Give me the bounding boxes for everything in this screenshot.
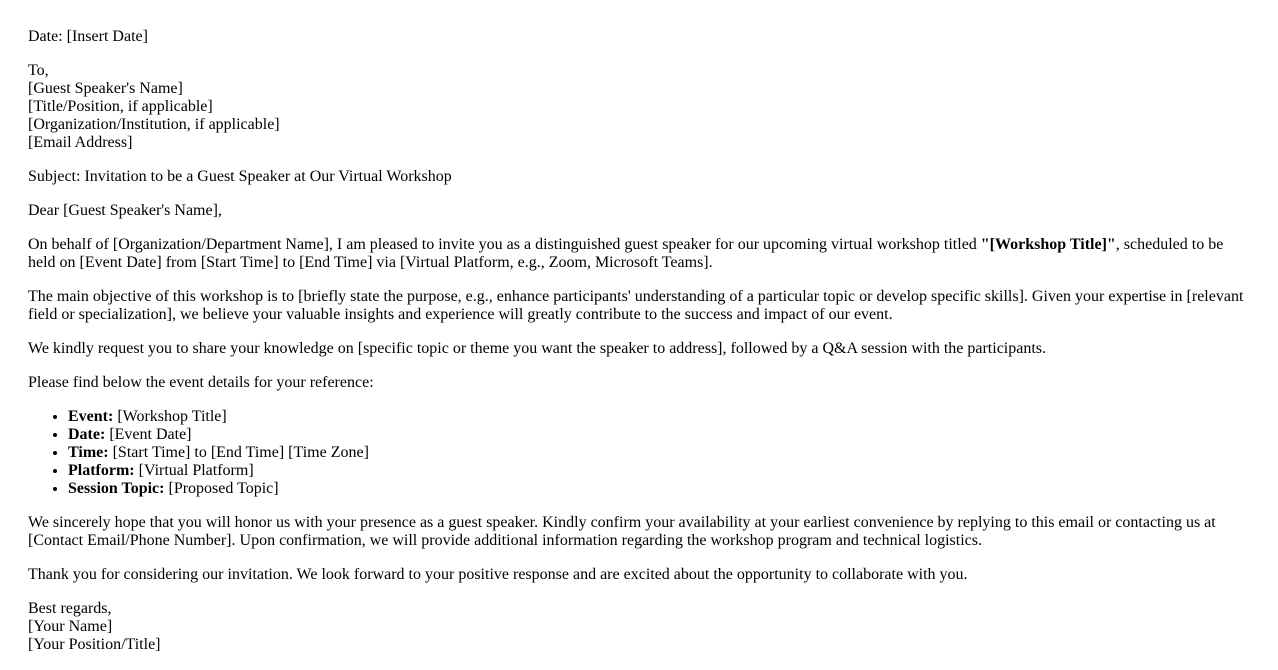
paragraph-thanks: Thank you for considering our invitation. We look forward to your positive response and are excited about the opportunity to collaborate with you.	[28, 566, 968, 583]
paragraph-objective: The main objective of this workshop is to [briefly state the purpose, e.g., enhance participants' understanding of a particular topic or develop specific skills]. Given your expertise in [relevant field or specialization], we believe your valuable insights and experience will greatly contribute to the success and impact of our event.	[28, 288, 1244, 323]
recipient-organization: [Organization/Institution, if applicable]	[28, 116, 280, 133]
detail-event-label: Event:	[68, 408, 114, 425]
detail-date	[68, 426, 1250, 444]
detail-platform	[68, 462, 1250, 480]
recipient-title: [Title/Position, if applicable]	[28, 98, 213, 115]
paragraph-confirmation: We sincerely hope that you will honor us with your presence as a guest speaker. Kindly confirm your availability at your earliest convenience by replying to this email or contacting us at [Contact Email/Phone Number]. Upon confirmation, we will provide additional information regarding the workshop program and technical logistics.	[28, 514, 1216, 549]
detail-platform-value: [Virtual Platform]	[134, 462, 254, 479]
event-details-list	[28, 408, 1250, 498]
detail-session-topic-label: Session Topic:	[68, 480, 165, 497]
paragraph-invitation	[28, 236, 1250, 272]
paragraph-invitation-before: On behalf of [Organization/Department Name], I am pleased to invite you as a distinguished guest speaker for our upcoming virtual workshop titled	[28, 236, 981, 253]
greeting: Dear [Guest Speaker's Name],	[28, 202, 222, 219]
detail-session-topic-value: [Proposed Topic]	[164, 480, 279, 497]
details-intro: Please find below the event details for your reference:	[28, 374, 374, 391]
detail-date-value: [Event Date]	[105, 426, 192, 443]
detail-time-label: Time:	[68, 444, 109, 461]
recipient-salutation: To,	[28, 62, 49, 79]
paragraph-request: We kindly request you to share your knowledge on [specific topic or theme you want the speaker to address], followed by a Q&A session with the participants.	[28, 340, 1047, 357]
recipient-block	[28, 62, 1250, 152]
closing-position: [Your Position/Title]	[28, 636, 161, 653]
detail-platform-label: Platform:	[68, 462, 135, 479]
detail-date-label: Date:	[68, 426, 106, 443]
detail-time	[68, 444, 1250, 462]
paragraph-invitation-after: , scheduled to be held on [Event Date] from [Start Time] to [End Time] via [Virtual Platform, e.g., Zoom, Microsoft Teams].	[28, 236, 1224, 271]
date-line: Date: [Insert Date]	[28, 28, 148, 45]
letter-document	[28, 28, 1250, 670]
recipient-email: [Email Address]	[28, 134, 133, 151]
workshop-title: "[Workshop Title]"	[980, 236, 1116, 253]
closing-name: [Your Name]	[28, 618, 113, 635]
closing-block	[28, 600, 1250, 654]
subject-line: Subject: Invitation to be a Guest Speaker at Our Virtual Workshop	[28, 168, 452, 185]
detail-event	[68, 408, 1250, 426]
detail-session-topic	[68, 480, 1250, 498]
recipient-name: [Guest Speaker's Name]	[28, 80, 183, 97]
detail-time-value: [Start Time] to [End Time] [Time Zone]	[108, 444, 369, 461]
detail-event-value: [Workshop Title]	[113, 408, 227, 425]
closing-signoff: Best regards,	[28, 600, 112, 617]
